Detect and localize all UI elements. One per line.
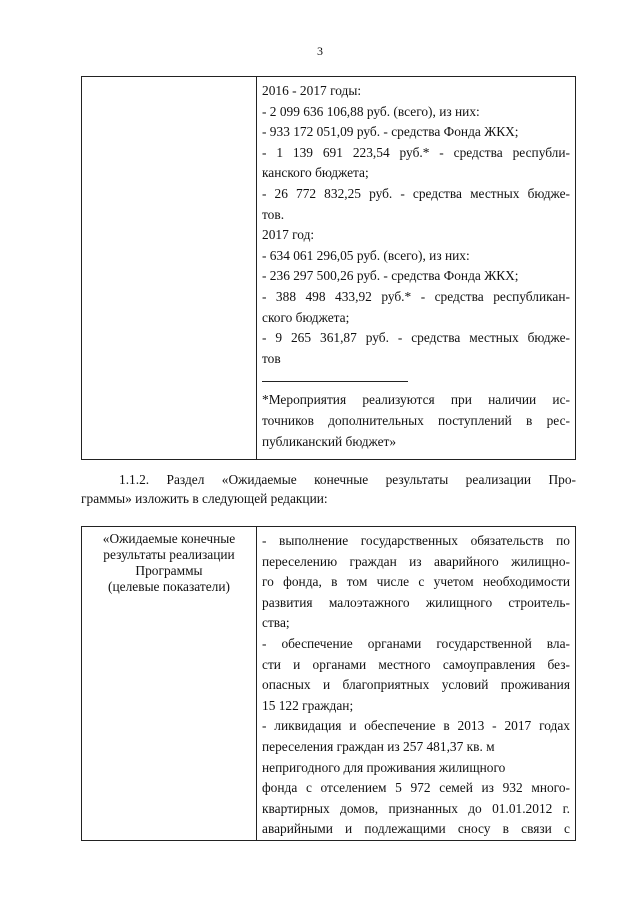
result-line: - обеспечение органами государственной вла- [262, 635, 570, 651]
financing-line: 2017 год: [262, 227, 315, 243]
result-line: непригодного для проживания жилищного [262, 759, 506, 775]
table-row [82, 527, 576, 841]
financing-line: - 1 139 691 223,54 руб.* - средства республи- [262, 144, 570, 160]
financing-line: - 236 297 500,26 руб. - средства Фонда ЖКХ; [262, 268, 519, 284]
financing-line: тов [262, 350, 281, 366]
result-line: го фонда, в том числе с учетом необходимости [262, 574, 570, 590]
footnote-line: *Мероприятия реализуются при наличии ис- [262, 392, 570, 408]
results-content-cell [257, 527, 576, 841]
heading-line: Программы [135, 563, 203, 578]
footnote [262, 390, 570, 452]
financing-line: - 634 061 296,05 руб. (всего), из них: [262, 247, 470, 263]
results-table [81, 526, 576, 841]
empty-left-cell [82, 77, 257, 460]
result-line: развития малоэтажного жилищного строитель- [262, 594, 570, 610]
financing-line: тов. [262, 206, 285, 222]
result-line: фонда с отселением 5 972 семей из 932 много- [262, 780, 570, 796]
result-line: переселения граждан из 257 481,37 кв. м [262, 738, 495, 754]
result-line: - выполнение государственных обязательств по [262, 533, 570, 548]
page-number: 3 [317, 44, 323, 58]
heading-line: «Ожидаемые конечные [102, 531, 236, 546]
financing-line: - 9 265 361,87 руб. - средства местных бюдже- [262, 330, 570, 346]
result-line: сти и органами местного самоуправления без- [262, 656, 570, 672]
financing-line: ского бюджета; [262, 309, 350, 325]
paragraph-line: 1.1.2. Раздел «Ожидаемые конечные результаты реализации Про- [119, 472, 576, 487]
financing-line: 2016 - 2017 годы: [262, 83, 362, 98]
result-line: переселению граждан из аварийного жилищно- [262, 553, 570, 569]
financing-line: - 933 172 051,09 руб. - средства Фонда ЖКХ; [262, 124, 519, 140]
results-lines [262, 531, 570, 840]
footnote-line: публиканский бюджет» [262, 433, 397, 449]
heading-line: (целевые показатели) [108, 579, 230, 594]
result-line: квартирных домов, признанных до 01.01.2012 г. [262, 800, 570, 816]
result-line: опасных и благоприятных условий проживания [262, 677, 570, 693]
result-line: ства; [262, 615, 290, 631]
heading-line: результаты реализации [103, 547, 235, 562]
financing-table [81, 76, 576, 460]
financing-lines [262, 81, 570, 369]
table-row [82, 77, 576, 460]
paragraph-line: граммы» изложить в следующей редакции: [81, 491, 328, 506]
financing-line: - 2 099 636 106,88 руб. (всего), из них: [262, 103, 480, 119]
results-heading-cell [82, 527, 257, 841]
financing-line: - 388 498 433,92 руб.* - средства республикан- [262, 288, 570, 304]
result-line: 15 122 граждан; [262, 697, 354, 713]
financing-cell [257, 77, 576, 460]
section-paragraph [81, 470, 576, 508]
footnote-divider [262, 381, 408, 382]
footnote-line: точников дополнительных поступлений в рес- [262, 412, 570, 428]
results-heading [82, 531, 256, 595]
financing-line: канского бюджета; [262, 165, 369, 181]
financing-line: - 26 772 832,25 руб. - средства местных бюдже- [262, 185, 570, 201]
result-line: - ликвидация и обеспечение в 2013 - 2017 годах [262, 718, 570, 734]
result-line: аварийными и подлежащими сносу в связи с [262, 821, 570, 837]
